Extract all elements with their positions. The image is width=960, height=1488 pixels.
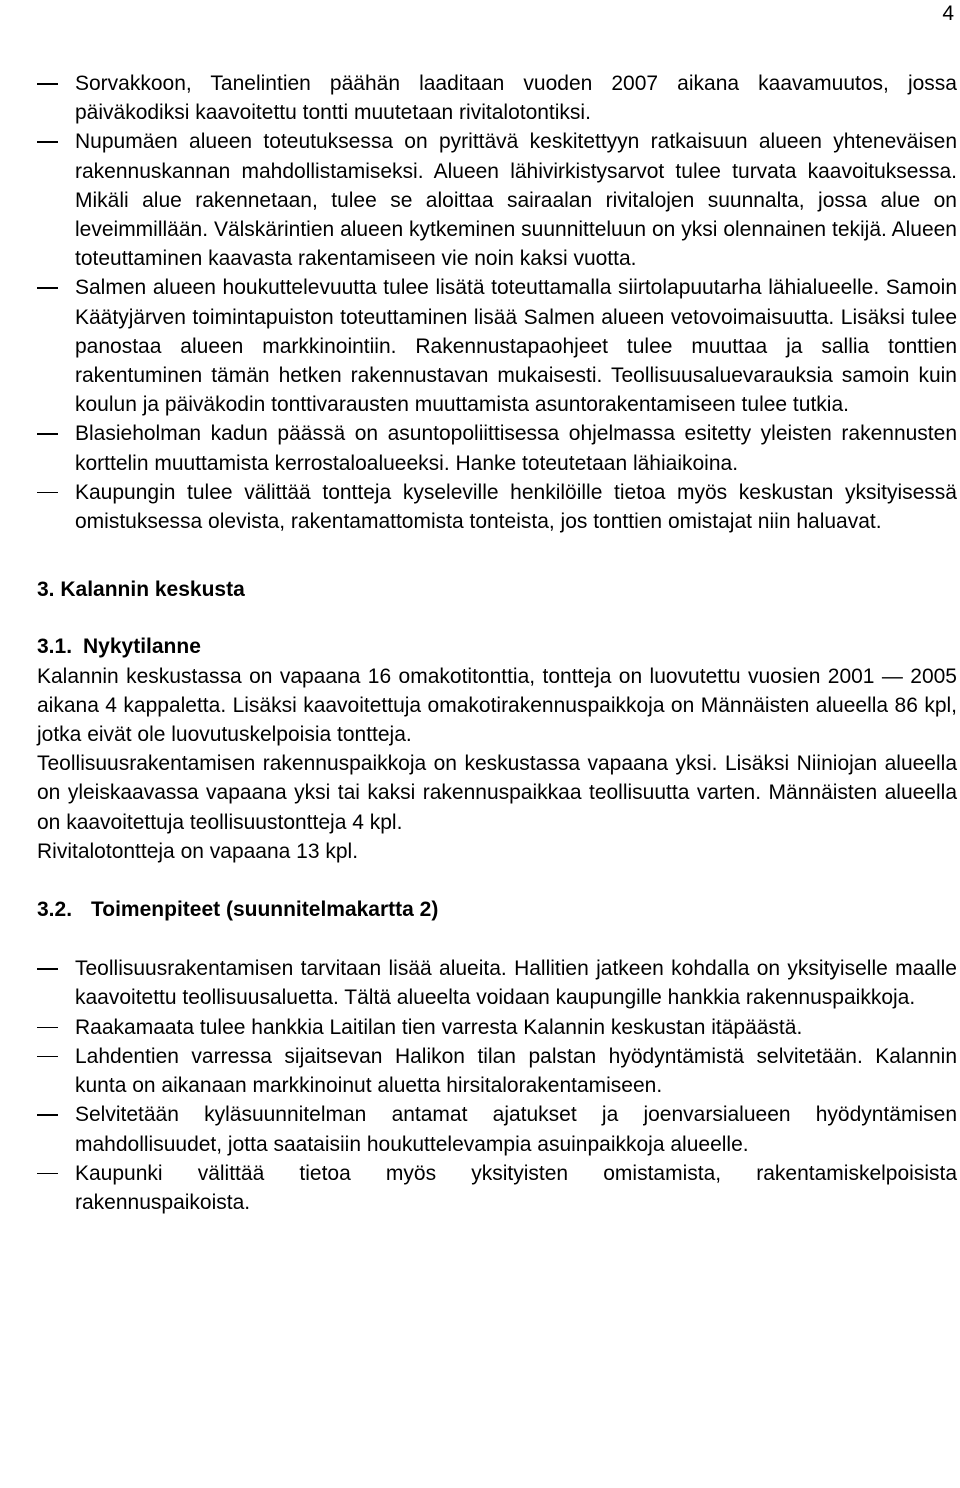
dash-bullet [37, 1056, 58, 1058]
list-item [37, 478, 957, 536]
subsection-number: 3.2. [37, 898, 73, 922]
list-item-text: Salmen alueen houkuttelevuutta tulee lisätä toteuttamalla siirtolapuutarha lähialueelle. Samoin Käätyjärven toimintapuiston toteuttaminen lisää Salmen alueen vetovoimaisuutta. Lisäksi tulee panostaa alueen markkinointiin. Rakennustapaohjeet tulee muuttaa ja sallia tonttien rakentuminen tämän hetken rakennustavan mukaisesti. Teollisuusaluevarauksia samoin kuin koulun ja päiväkodin tonttivarausten muuttamista asuntorakentamiseen tulee tutkia. [75, 276, 957, 417]
list-item [37, 1100, 957, 1158]
list-item [37, 1159, 957, 1217]
list-item [37, 127, 957, 273]
subsection-title: Nykytilanne [83, 635, 201, 659]
list-item-text: Lahdentien varressa sijaitsevan Halikon tilan palstan hyödyntämistä selvitetään. Kalannin kunta on aikanaan markkinoinut aluetta hirsitalorakentamiseen. [75, 1044, 957, 1098]
list-item [37, 1013, 957, 1042]
list-item [37, 69, 957, 127]
subsection-heading-3-2 [37, 895, 957, 924]
measures-list-keskusta [37, 69, 957, 536]
list-item-text: Kaupungin tulee välittää tontteja kyseleville henkilöille tietoa myös keskustan yksityisessä omistuksessa olevista, rakentamattomista tonteista, jos tonttien omistajat niin haluavat. [75, 480, 957, 534]
subsection-number: 3.1. [37, 635, 73, 659]
subsection-heading-3-1 [37, 632, 957, 661]
measures-list-kalanti [37, 954, 957, 1217]
list-item-text: Blasieholman kadun päässä on asuntopoliittisessa ohjelmassa esitetty yleisten rakennusten korttelin muuttamista kerrostaloalueeksi. Hanke toteutetaan lähiaikoina. [75, 422, 957, 475]
list-item-text: Selvitetään kyläsuunnitelman antamat ajatukset ja joenvarsialueen hyödyntämisen mahdollisuudet, jotta saataisiin houkuttelevampia asuinpaikkoja alueelle. [75, 1103, 957, 1156]
list-item [37, 1042, 957, 1100]
section-heading-3: 3. Kalannin keskusta [37, 578, 245, 602]
paragraph: Teollisuusrakentamisen rakennuspaikkoja on keskustassa vapaana yksi. Lisäksi Niiniojan alueella on yleiskaavassa vapaana yksi tai kaksi rakennuspaikkaa teollisuutta varten. Männäisten alueella on kaavoitettuja teollisuustontteja 4 kpl. [37, 752, 957, 834]
paragraph: Rivitalotontteja on vapaana 13 kpl. [37, 839, 359, 863]
dash-bullet [37, 433, 58, 435]
dash-bullet [37, 1027, 58, 1029]
list-item [37, 273, 957, 419]
page-number: 4 [942, 2, 954, 25]
dash-bullet [37, 492, 58, 494]
list-item-text: Raakamaata tulee hankkia Laitilan tien varresta Kalannin keskustan itäpäästä. [75, 1015, 803, 1039]
list-item [37, 419, 957, 477]
list-item-text: Kaupunki välittää tietoa myös yksityisten omistamista, rakentamiskelpoisista rakennuspaikoista. [75, 1161, 957, 1214]
dash-bullet [37, 1114, 58, 1116]
paragraph: Kalannin keskustassa on vapaana 16 omakotitonttia, tontteja on luovutettu vuosien 2001 — 2005 aikana 4 kappaletta. Lisäksi kaavoitettuja omakotirakennuspaikkoja on Männäisten alueella 86 kpl, jotka eivät ole luovutuskelpoisia tontteja. [37, 664, 957, 747]
subsection-title: Toimenpiteet (suunnitelmakartta 2) [91, 898, 439, 922]
list-item-text: Nupumäen alueen toteutuksessa on pyrittävä keskitettyyn ratkaisuun alueen yhteneväisen rakennuskannan mahdollistamiseksi. Alueen lähivirkistysarvot tulee turvata kaavoituksessa. Mikäli alue rakennetaan, tulee se aloittaa sairaalan rivitalojen suunnalta, jossa alue on leveimmillään. Välskärintien alueen kytkeminen suunnitteluun on yksi olennainen tekijä. Alueen toteuttaminen kaavasta rakentamiseen vie noin kaksi vuotta. [75, 130, 957, 271]
dash-bullet [37, 287, 58, 289]
list-item-text: Sorvakkoon, Tanelintien päähän laaditaan vuoden 2007 aikana kaavamuutos, jossa päiväkodiksi kaavoitettu tontti muutetaan rivitalotontiksi. [75, 72, 957, 125]
dash-bullet [37, 141, 58, 143]
list-item-text: Teollisuusrakentamisen tarvitaan lisää alueita. Hallitien jatkeen kohdalla on yksityiselle maalle kaavoitettu teollisuusaluetta. Tältä alueelta voidaan kaupungille hankkia rakennuspaikkoja. [75, 957, 957, 1010]
dash-bullet [37, 1173, 58, 1175]
list-item [37, 954, 957, 1012]
document-body [37, 69, 957, 1217]
dash-bullet [37, 968, 58, 970]
dash-bullet [37, 83, 58, 85]
